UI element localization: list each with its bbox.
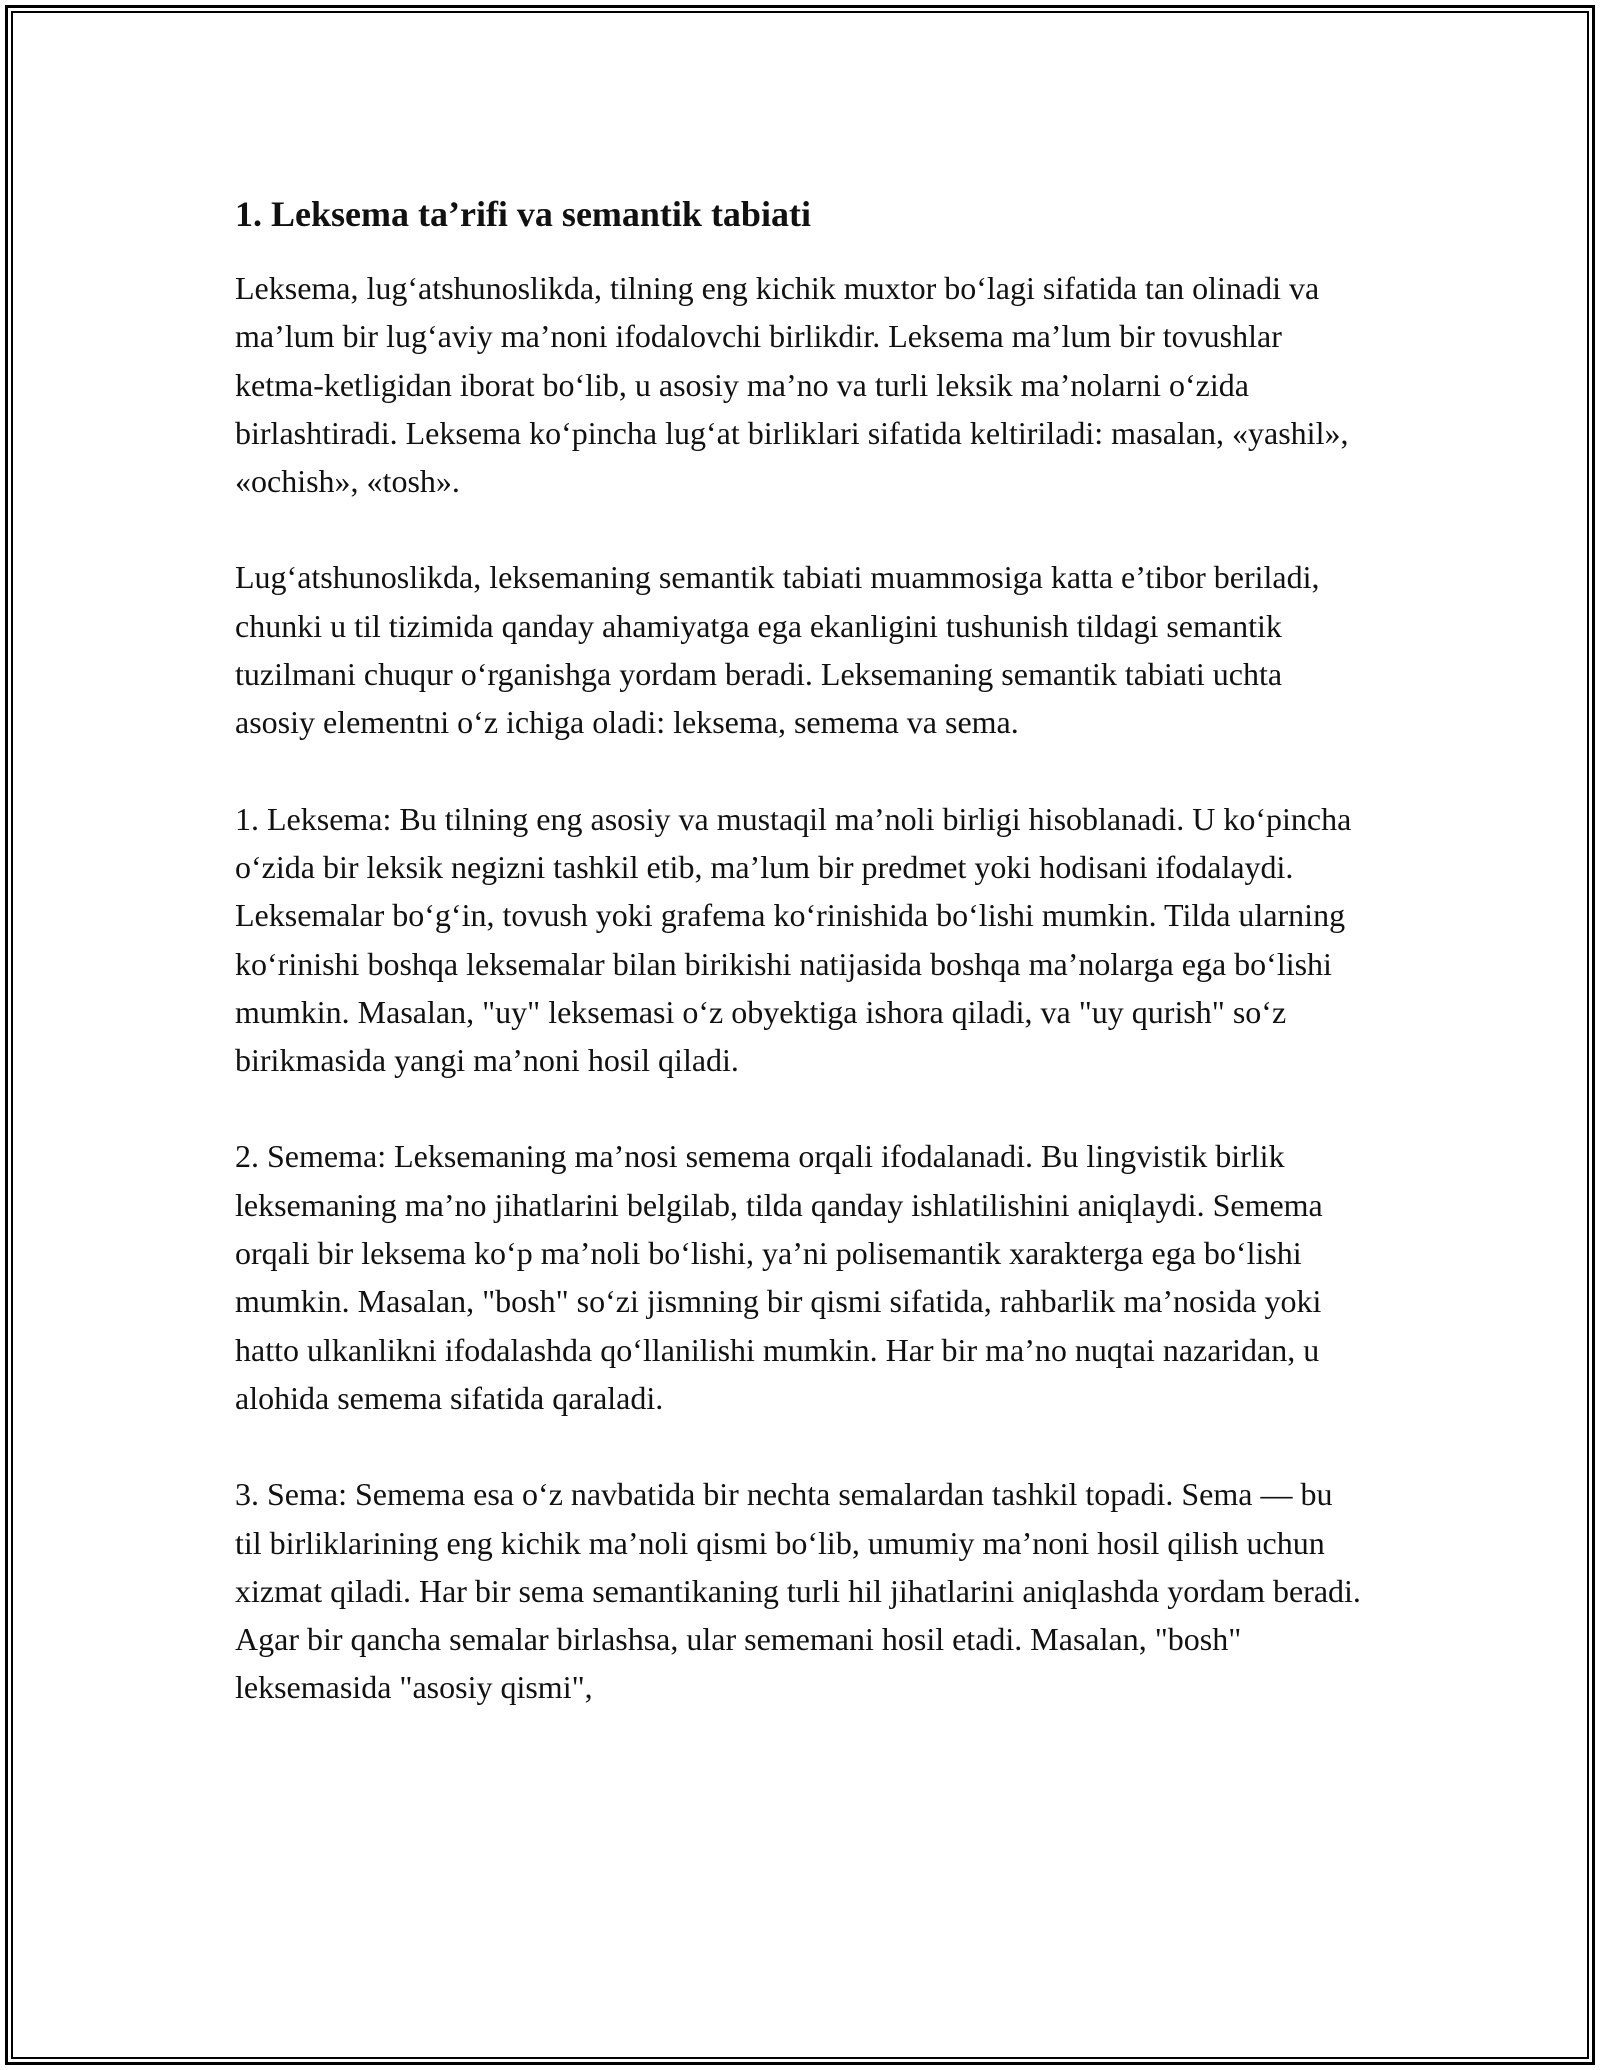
paragraph-leksema: 1. Leksema: Bu tilning eng asosiy va mustaqil ma’noli birligi hisoblanadi. U ko‘pincha o‘zida bir leksik negizni tashkil etib, ma’lum bir predmet yoki hodisani ifodalaydi. Leksemalar bo‘g‘in, tovush yoki grafema ko‘rinishida bo‘lishi mumkin. Tilda ularning ko‘rinishi boshqa leksemalar bilan birikishi natijasida boshqa ma’nolarga ega bo‘lishi mumkin. Masalan, "uy" leksemasi o‘z obyektiga ishora qiladi, va "uy qurish" so‘z birikmasida yangi ma’noni hosil qiladi. — [235, 800, 1352, 1079]
paragraph-sema: 3. Sema: Semema esa o‘z navbatida bir nechta semalardan tashkil topadi. Sema — bu til birliklarining eng kichik ma’noli qismi bo‘lib, umumiy ma’noni hosil qilish uchun xizmat qiladi. Har bir sema semantikaning turli hil jihatlarini aniqlashda yordam beradi. Agar bir qancha semalar birlashsa, ular sememani hosil etadi. Masalan, "bosh" leksemasida "asosiy qismi", — [235, 1476, 1361, 1706]
document-body — [235, 186, 1365, 1760]
paragraph-semantic-nature: Lug‘atshunoslikda, leksemaning semantik tabiati muammosiga katta e’tibor beriladi, chunki u til tizimida qanday ahamiyatga ega ekanligini tushunish tildagi semantik tuzilmani chuqur o‘rganishga yordam beradi. Leksemaning semantik tabiati uchta asosiy elementni o‘z ichiga oladi: leksema, semema va sema. — [235, 559, 1320, 741]
paragraph-semema: 2. Semema: Leksemaning ma’nosi semema orqali ifodalanadi. Bu lingvistik birlik leksemaning ma’no jihatlarini belgilab, tilda qanday ishlatilishini aniqlaydi. Semema orqali bir leksema ko‘p ma’noli bo‘lishi, ya’ni polisemantik xarakterga ega bo‘lishi mumkin. Masalan, "bosh" so‘zi jismning bir qismi sifatida, rahbarlik ma’nosida yoki hatto ulkanlikni ifodalashda qo‘llanilishi mumkin. Har bir ma’no nuqtai nazaridan, u alohida semema sifatida qaraladi. — [235, 1138, 1323, 1416]
paragraph-definition: Leksema, lug‘atshunoslikda, tilning eng kichik muxtor bo‘lagi sifatida tan olinadi va ma’lum bir lug‘aviy ma’noni ifodalovchi birlikdir. Leksema ma’lum bir tovushlar ketma-ketligidan iborat bo‘lib, u asosiy ma’no va turli leksik ma’nolarni o‘zida birlashtiradi. Leksema ko‘pincha lug‘at birliklari sifatida keltiriladi: masalan, «yashil», «ochish», «tosh». — [235, 270, 1349, 500]
section-heading: 1. Leksema ta’rifi va semantik tabiati — [235, 194, 811, 234]
